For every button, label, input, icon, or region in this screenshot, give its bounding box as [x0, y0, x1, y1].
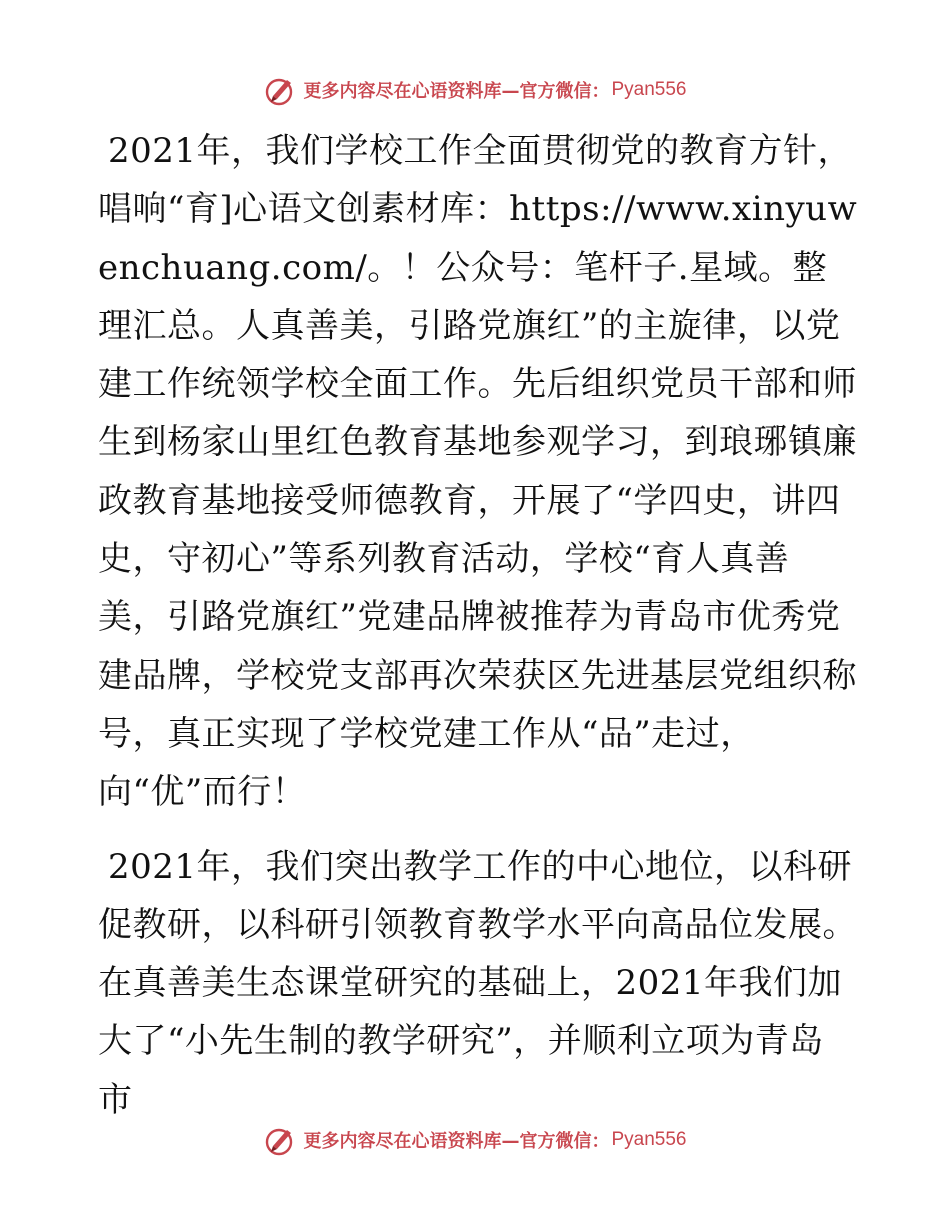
header-banner: [0, 70, 950, 110]
banner-text: 更多内容尽在心语资料库—官方微信：: [303, 1131, 610, 1152]
pen-logo-icon: [263, 1122, 299, 1158]
document-body: [98, 122, 858, 1129]
footer-banner: [0, 1120, 950, 1160]
banner-wechat-id: Pyan556: [611, 1129, 687, 1150]
paragraph-2: 2021年，我们突出教学工作的中心地位，以科研促教研，以科研引领教育教学水平向高品位发展。在真善美生态课堂研究的基础上，2021年我们加大了“小先生制的教学研究”，并顺利立项为青岛市: [98, 846, 857, 1120]
paragraph-1: 2021年，我们学校工作全面贯彻党的教育方针，唱响“育]心语文创素材库：https://www.xinyuwenchuang.com/。！公众号：笔杆子.星域。整理汇总。人真善美，引路党旗红”的主旋律，以党建工作统领学校全面工作。先后组织党员干部和师生到杨家山里红色教育基地参观学习，到琅琊镇廉政教育基地接受师德教育，开展了“学四史，讲四史，守初心”等系列教育活动，学校“育人真善美，引路党旗红”党建品牌被推荐为青岛市优秀党建品牌，学校党支部再次荣获区先进基层党组织称号，真正实现了学校党建工作从“品”走过，向“优”而行！: [98, 131, 858, 813]
pen-logo-icon: [263, 72, 299, 108]
banner-text: 更多内容尽在心语资料库—官方微信：: [303, 81, 610, 102]
banner-wechat-id: Pyan556: [611, 79, 687, 100]
